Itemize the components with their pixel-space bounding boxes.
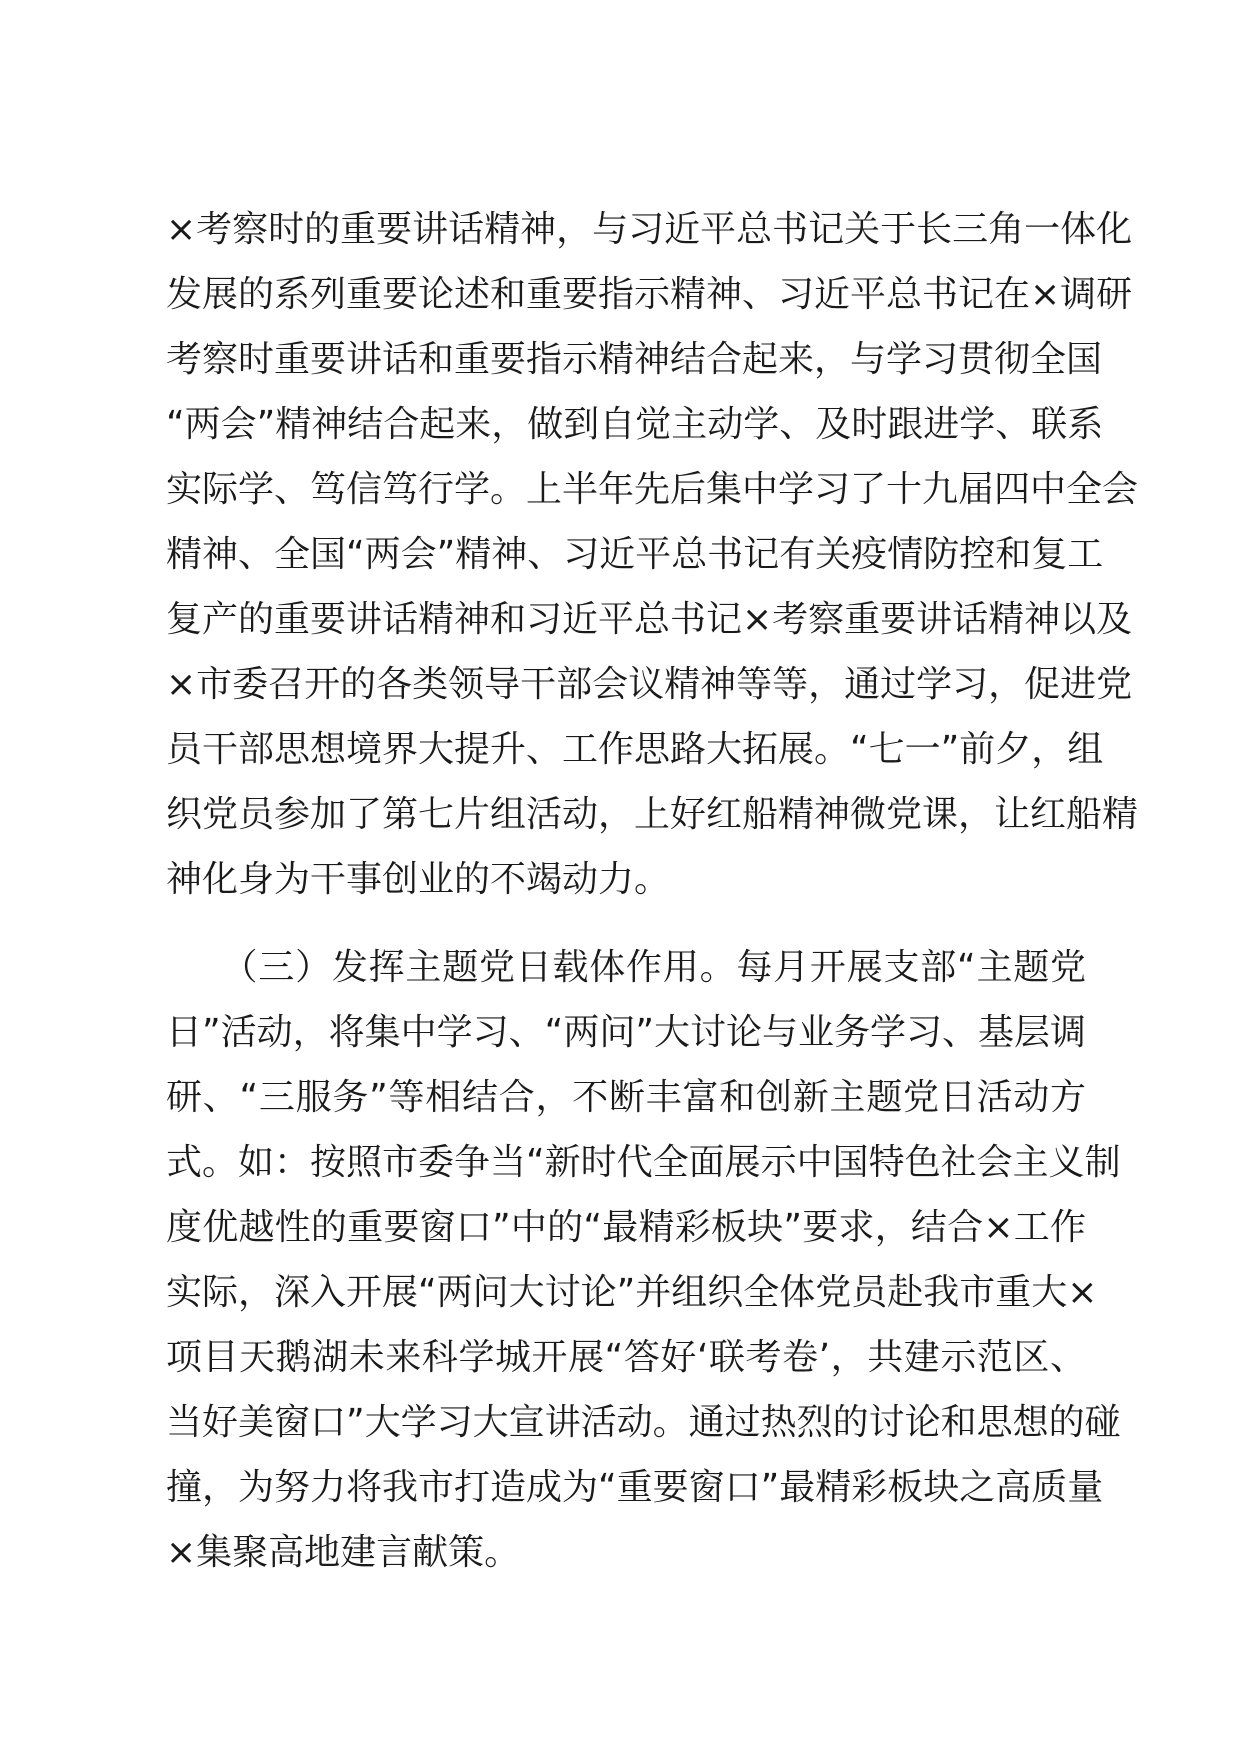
text-line: 实际学、笃信笃行学。上半年先后集中学习了十九届四中全会 bbox=[166, 469, 1139, 510]
text-line: 撞，为努力将我市打造成为“重要窗口”最精彩板块之高质量 bbox=[166, 1467, 1104, 1508]
text-line: 项目天鹅湖未来科学城开展“答好‘联考卷’，共建示范区、 bbox=[166, 1337, 1086, 1378]
text-line: 织党员参加了第七片组活动，上好红船精神微党课，让红船精 bbox=[166, 794, 1139, 835]
text-line: 精神、全国“两会”精神、习近平总书记有关疫情防控和复工 bbox=[166, 534, 1104, 575]
paragraph-2 bbox=[166, 935, 1121, 1585]
text-line: ×市委召开的各类领导干部会议精神等等，通过学习，促进党 bbox=[166, 664, 1133, 705]
text-line: 员干部思想境界大提升、工作思路大拓展。“七一”前夕，组 bbox=[166, 729, 1104, 770]
text-line: ×集聚高地建言献策。 bbox=[166, 1532, 521, 1573]
text-line: 研、“三服务”等相结合，不断丰富和创新主题党日活动方 bbox=[166, 1077, 1086, 1118]
text-line: 发展的系列重要论述和重要指示精神、习近平总书记在×调研 bbox=[166, 274, 1133, 315]
text-line: 神化身为干事创业的不竭动力。 bbox=[166, 859, 671, 900]
text-line: 式。如：按照市委争当“新时代全面展示中国特色社会主义制 bbox=[166, 1142, 1121, 1183]
text-line: ×考察时的重要讲话精神，与习近平总书记关于长三角一体化 bbox=[166, 209, 1133, 250]
text-line: 当好美窗口”大学习大宣讲活动。通过热烈的讨论和思想的碰 bbox=[166, 1402, 1121, 1443]
paragraph-1 bbox=[166, 197, 1139, 912]
text-line: 度优越性的重要窗口”中的“最精彩板块”要求，结合×工作 bbox=[166, 1207, 1086, 1248]
text-line: 日”活动，将集中学习、“两问”大讨论与业务学习、基层调 bbox=[166, 1012, 1086, 1053]
text-line: 实际，深入开展“两问大讨论”并组织全体党员赴我市重大× bbox=[166, 1272, 1098, 1313]
text-line: （三）发挥主题党日载体作用。每月开展支部“主题党 bbox=[166, 947, 1086, 988]
text-line: 考察时重要讲话和重要指示精神结合起来，与学习贯彻全国 bbox=[166, 339, 1103, 380]
text-line: “两会”精神结合起来，做到自觉主动学、及时跟进学、联系 bbox=[166, 404, 1104, 445]
text-line: 复产的重要讲话精神和习近平总书记×考察重要讲话精神以及 bbox=[166, 599, 1133, 640]
